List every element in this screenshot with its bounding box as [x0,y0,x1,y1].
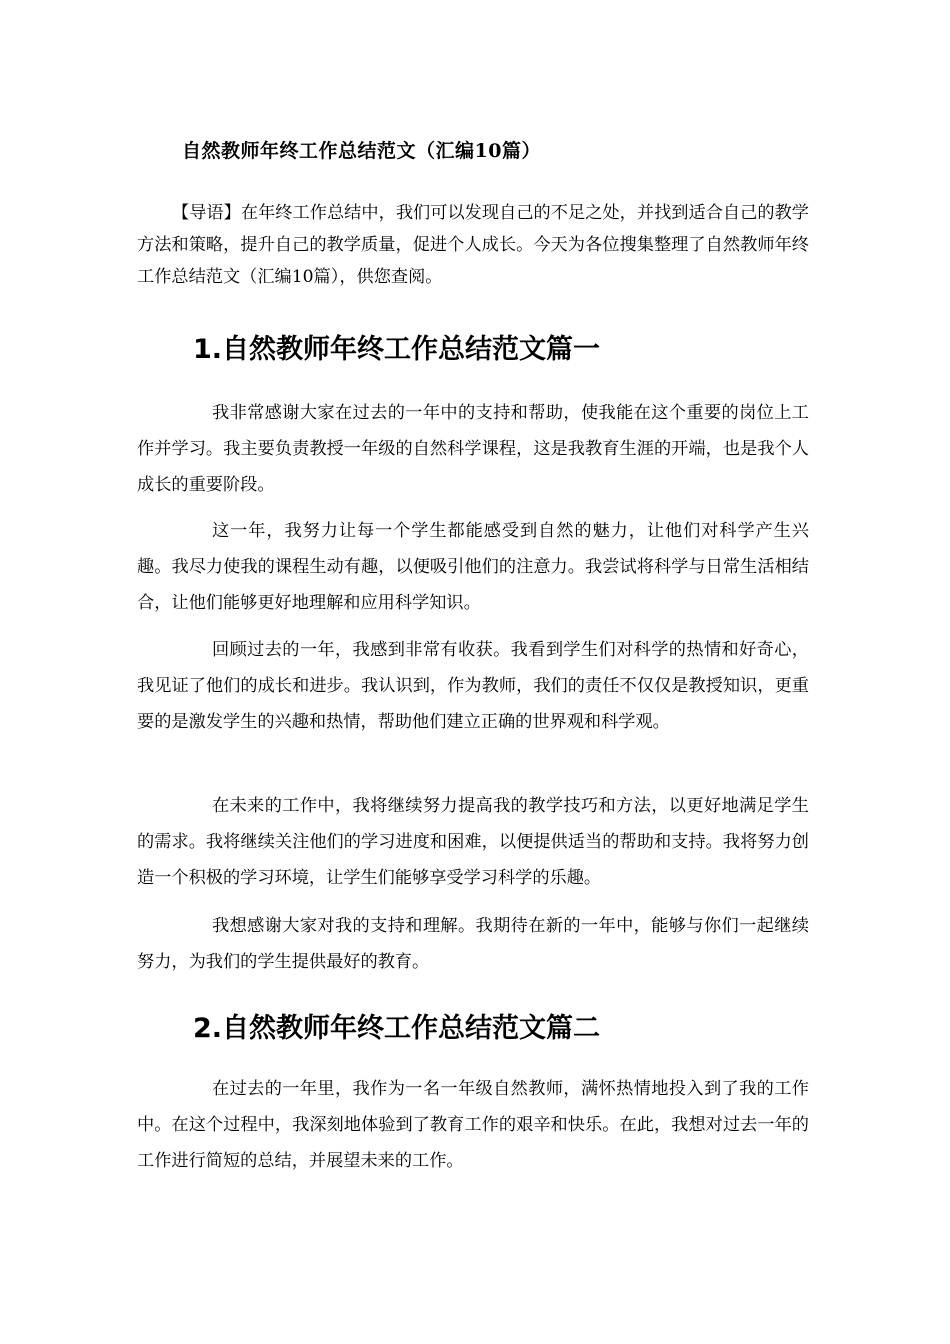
section-1-paragraph-4: 在未来的工作中，我将继续努力提高我的教学技巧和方法，以更好地满足学生的需求。我将继续关注他们的学习进度和困难，以便提供适当的帮助和支持。我将努力创造一个积极的学习环境，让学生们能够享受学习科学的乐趣。 [137,796,809,888]
section-1-paragraph-1: 我非常感谢大家在过去的一年中的支持和帮助，使我能在这个重要的岗位上工作并学习。我主要负责教授一年级的自然科学课程，这是我教育生涯的开端，也是我个人成长的重要阶段。 [137,403,809,495]
section-heading-2: 2.自然教师年终工作总结范文篇二 [193,1013,601,1044]
intro-paragraph: 【导语】在年终工作总结中，我们可以发现自己的不足之处，并找到适合自己的教学方法和策略，提升自己的教学质量，促进个人成长。今天为各位搜集整理了自然教师年终工作总结范文（汇编10篇），供您查阅。 [137,203,809,287]
section-1-paragraph-2: 这一年，我努力让每一个学生都能感受到自然的魅力，让他们对科学产生兴趣。我尽力使我的课程生动有趣，以便吸引他们的注意力。我尝试将科学与日常生活相结合，让他们能够更好地理解和应用科学知识。 [137,521,809,613]
document-title: 自然教师年终工作总结范文（汇编10篇） [182,140,541,162]
section-1-paragraph-5: 我想感谢大家对我的支持和理解。我期待在新的一年中，能够与你们一起继续努力，为我们的学生提供最好的教育。 [137,916,809,972]
section-heading-1: 1.自然教师年终工作总结范文篇一 [193,334,601,365]
section-2-paragraph-1: 在过去的一年里，我作为一名一年级自然教师，满怀热情地投入到了我的工作中。在这个过程中，我深刻地体验到了教育工作的艰辛和快乐。在此，我想对过去一年的工作进行简短的总结，并展望未来的工作。 [137,1079,809,1171]
section-1-paragraph-3: 回顾过去的一年，我感到非常有收获。我看到学生们对科学的热情和好奇心，我见证了他们的成长和进步。我认识到，作为教师，我们的责任不仅仅是教授知识，更重要的是激发学生的兴趣和热情，帮助他们建立正确的世界观和科学观。 [137,640,809,732]
